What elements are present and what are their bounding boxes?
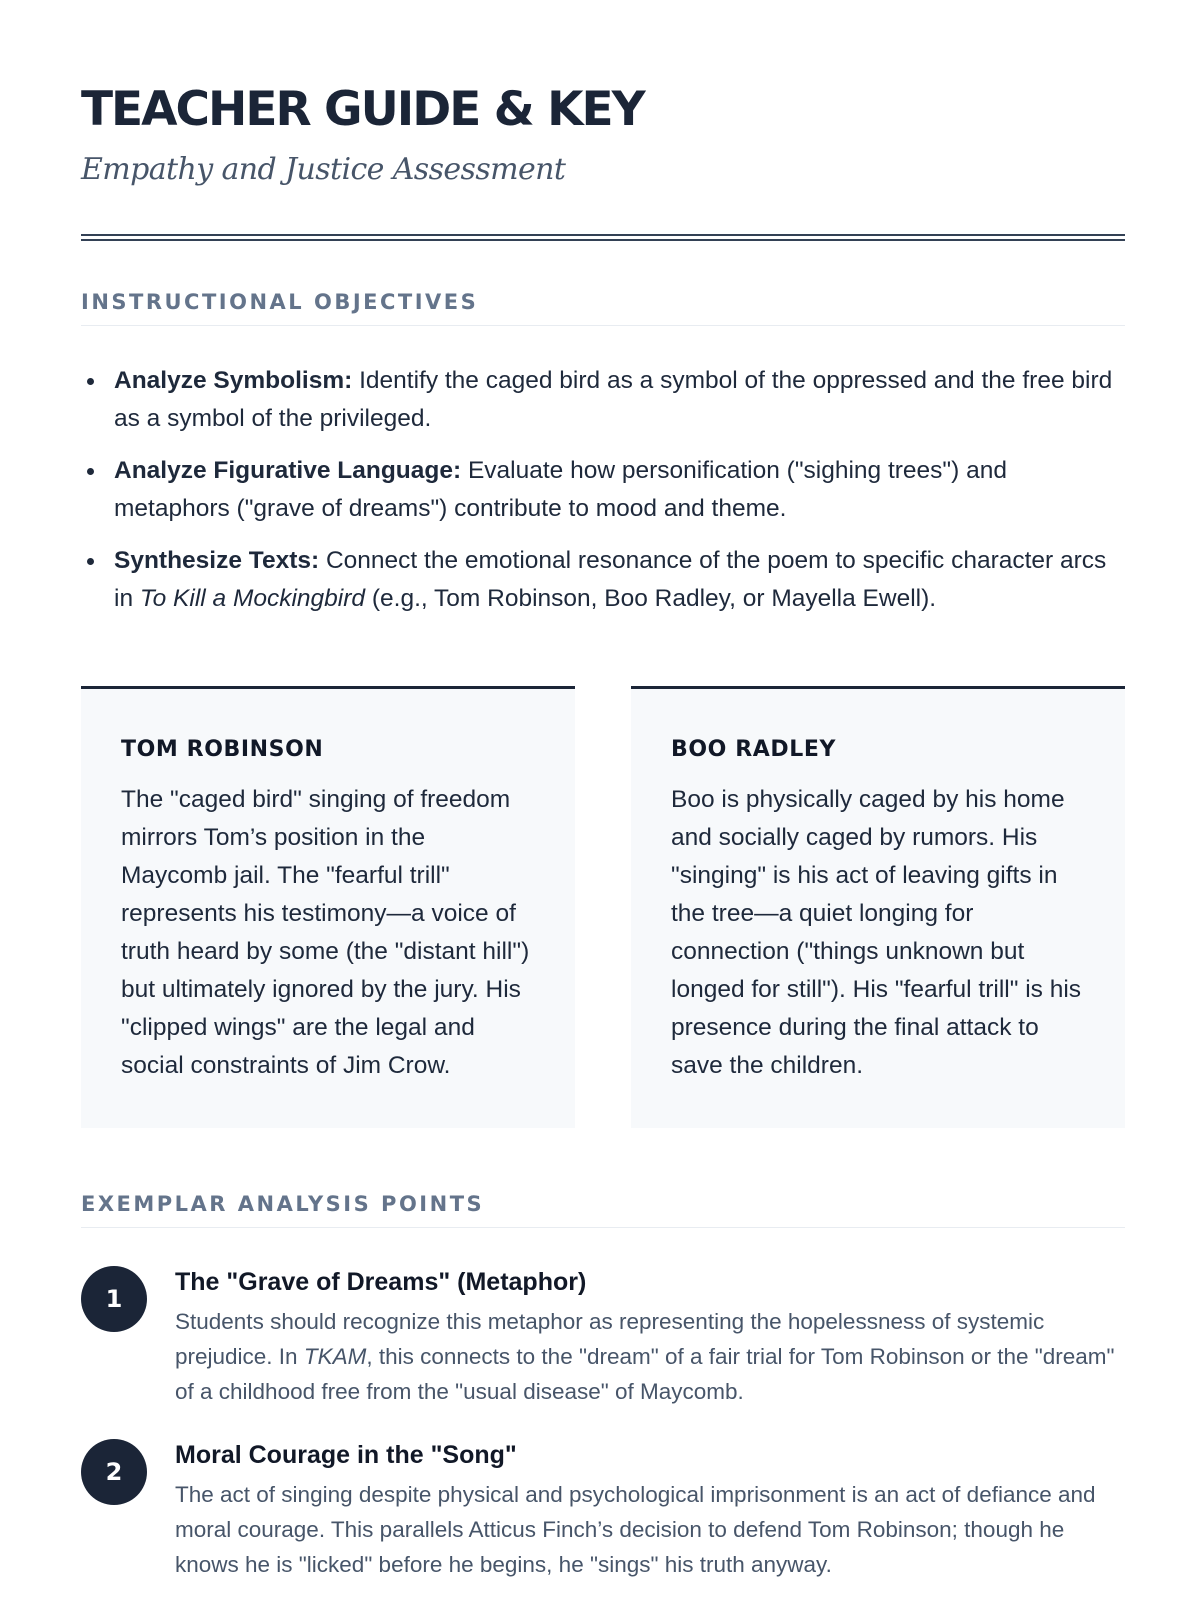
- point-body: [175, 1304, 1125, 1409]
- point-text-after: , this connects to the "dream" of a fair trial for Tom Robinson or the "dream" of a childhood free from the "usual disease" of Maycomb.: [175, 1344, 1115, 1404]
- analysis-point: [81, 1437, 1125, 1582]
- objectives-heading: INSTRUCTIONAL OBJECTIVES: [81, 287, 1125, 326]
- book-title: To Kill a Mockingbird: [139, 585, 366, 612]
- page-title: TEACHER GUIDE & KEY: [81, 82, 644, 137]
- objective-text: Identify the caged bird as a symbol of the oppressed and the free bird as a symbol of the privileged.: [114, 367, 1113, 432]
- point-number-badge: 2: [81, 1439, 147, 1505]
- title-divider: [81, 234, 1125, 241]
- character-card-title: BOO RADLEY: [671, 737, 837, 762]
- objective-text-after: (e.g., Tom Robinson, Boo Radley, or Mayella Ewell).: [365, 585, 937, 612]
- objectives-list: [81, 362, 1125, 632]
- character-card-tom-robinson: [81, 686, 575, 1128]
- point-title: The "Grave of Dreams" (Metaphor): [175, 1268, 587, 1296]
- analysis-point: [81, 1264, 1125, 1409]
- analysis-heading: EXEMPLAR ANALYSIS POINTS: [81, 1189, 1125, 1228]
- point-abbreviation: TKAM: [303, 1344, 367, 1369]
- character-card-title: TOM ROBINSON: [121, 737, 324, 762]
- character-card-boo-radley: [631, 686, 1125, 1128]
- objective-label: Analyze Symbolism:: [114, 367, 353, 394]
- character-card-body: The "caged bird" singing of freedom mirrors Tom’s position in the Maycomb jail. The "fearful trill" represents his testimony—a voice of truth heard by some (the "distant hill") but ultimately ignored by the jury. His "clipped wings" are the legal and social constraints of Jim Crow.: [121, 786, 530, 1079]
- objective-label: Synthesize Texts:: [114, 547, 320, 574]
- objective-text: Connect the emotional resonance of the poem to specific character arcs in: [114, 547, 1107, 612]
- analysis-points: [81, 1264, 1125, 1610]
- point-body: The act of singing despite physical and psychological imprisonment is an act of defiance and moral courage. This parallels Atticus Finch’s decision to defend Tom Robinson; though he knows he is "licked" before he begins, he "sings" his truth anyway.: [175, 1482, 1096, 1577]
- character-card-body: Boo is physically caged by his home and socially caged by rumors. His "singing" is his act of leaving gifts in the tree—a quiet longing for connection ("things unknown but longed for still"). His "fearful trill" is his presence during the final attack to save the children.: [671, 786, 1082, 1079]
- objective-item: [81, 452, 1125, 528]
- objective-item: [81, 362, 1125, 438]
- objective-label: Analyze Figurative Language:: [114, 457, 462, 484]
- page-subtitle: Empathy and Justice Assessment: [81, 152, 566, 187]
- point-text: Students should recognize this metaphor as representing the hopelessness of systemic prejudice. In: [175, 1309, 1045, 1369]
- point-number-badge: 1: [81, 1266, 147, 1332]
- point-title: Moral Courage in the "Song": [175, 1441, 517, 1469]
- objective-text: Evaluate how personification ("sighing trees") and metaphors ("grave of dreams") contribute to mood and theme.: [114, 457, 1007, 522]
- objective-item: [81, 542, 1125, 618]
